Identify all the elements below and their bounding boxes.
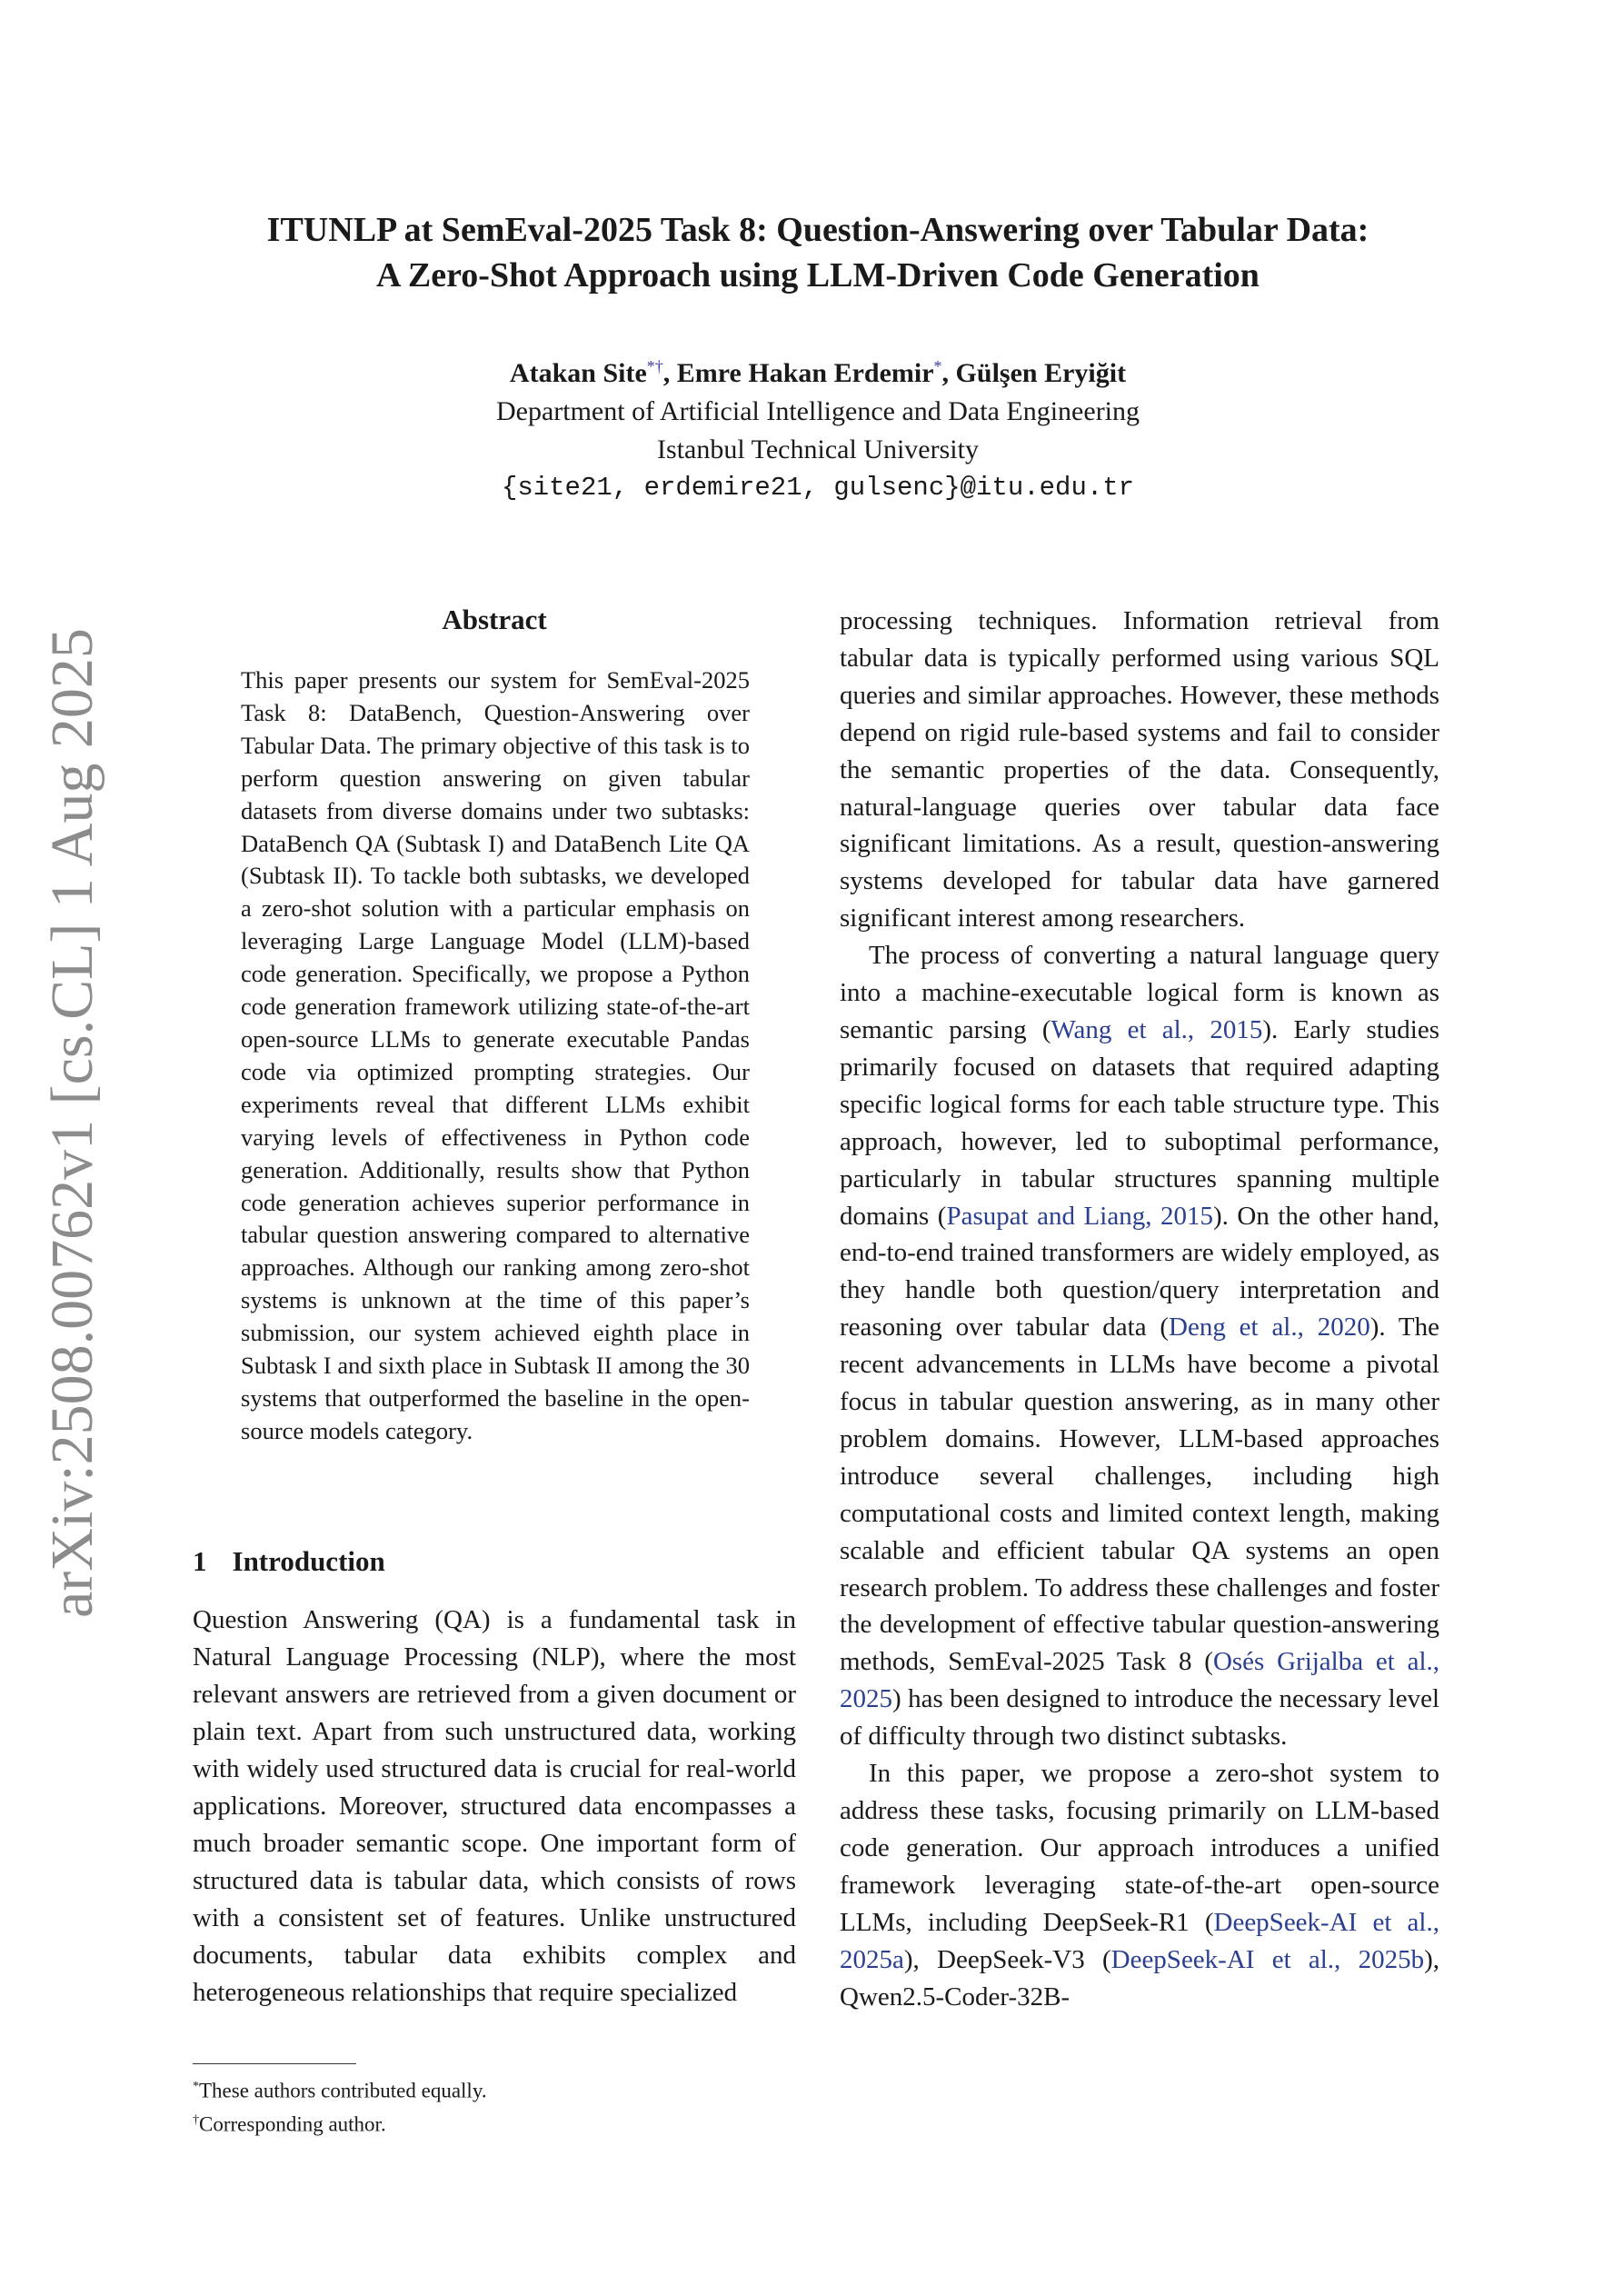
paragraph-1: processing techniques. Information retrieval from tabular data is typically performed using various SQL queries and similar approaches. However, these methods depend on rigid rule-based systems and fail to consider the semantic properties of the data. Consequently, natural-language queries over tabular data face significant limitations. As a result, question-answering systems developed for tabular data have garnered significant interest among researchers.	[840, 606, 1439, 933]
p2-text-b: ). Early studies primarily focused on datasets that required adapting specific logical forms for each table structure type. This approach, however, led to suboptimal performance, particularly in tabular structures spanning multiple domains (	[840, 1014, 1440, 1231]
footnote-1-mark: *	[193, 2080, 199, 2093]
author-3: , Gülşen Eryiğit	[941, 358, 1127, 388]
footnote-2-mark: †	[193, 2112, 199, 2127]
section-title: Introduction	[232, 1545, 385, 1577]
p2-text-c: ). On the other hand, end-to-end trained transformers are widely employed, as they handle both question/query interpretation and reasoning over tabular data (	[840, 1201, 1439, 1343]
introduction-heading	[193, 1545, 411, 1578]
right-column	[840, 603, 1439, 2015]
footnote-2	[193, 2106, 796, 2140]
university: Istanbul Technical University	[657, 434, 979, 464]
department: Department of Artificial Intelligence and Data Engineering	[495, 396, 1140, 426]
arxiv-side-stamp: arXiv:2508.00762v1 [cs.CL] 1 Aug 2025	[39, 628, 105, 1618]
footnote-1-text: These authors contributed equally.	[199, 2079, 487, 2102]
author-2-marks: *	[933, 357, 942, 375]
p2-text-e: ) has been designed to introduce the necessary level of difficulty through two distinct subtasks.	[840, 1684, 1439, 1752]
footnotes	[193, 2072, 796, 2139]
citation-link[interactable]: Wang et al., 2015	[1050, 1014, 1263, 1044]
paragraph-3	[840, 1755, 1439, 2015]
author-names	[182, 347, 1454, 393]
p2-text-d: ). The recent advancements in LLMs have become a pivotal focus in tabular question answering, as in many other problem domains. However, LLM-based approaches introduce several challenges, including high computational costs and limited context length, making scalable and efficient tabular QA systems an open research problem. To address these challenges and foster the development of effective tabular question-answering methods, SemEval-2025 Task 8 (	[840, 1313, 1439, 1677]
title-line-2: A Zero-Shot Approach using LLM-Driven Code Generation	[376, 256, 1260, 294]
paragraph-2	[840, 937, 1439, 1755]
introduction-left-text: Question Answering (QA) is a fundamental task in Natural Language Processing (NLP), where the most relevant answers are retrieved from a given document or plain text. Apart from such unstructured data, working with widely used structured data is crucial for real-world applications. Moreover, structured data encompasses a much broader semantic scope. One important form of structured data is tabular data, which consists of rows with a consistent set of features. Unlike unstructured documents, tabular data exhibits complex and heterogeneous relationships that require specialized	[193, 1605, 796, 2007]
citation-link[interactable]: DeepSeek-AI et al., 2025b	[1110, 1944, 1425, 1974]
section-number: 1	[193, 1545, 207, 1577]
footnote-2-text: Corresponding author.	[199, 2112, 386, 2136]
author-1: Atakan Site	[509, 358, 647, 388]
abstract-heading: Abstract	[442, 604, 547, 635]
author-emails: {site21, erdemire21, gulsenc}@itu.edu.tr	[501, 473, 1135, 503]
title-line-1: ITUNLP at SemEval-2025 Task 8: Question-Answering over Tabular Data:	[266, 211, 1369, 249]
citation-link[interactable]: DeepSeek-AI et al., 2025a	[840, 1907, 1439, 1974]
citation-link[interactable]: Pasupat and Liang, 2015	[946, 1201, 1213, 1231]
author-1-marks: *†	[646, 357, 663, 375]
author-block	[182, 347, 1454, 507]
p3-text-b: ), DeepSeek-V3 (	[903, 1944, 1111, 1974]
footnote-rule	[193, 2063, 356, 2064]
citation-link[interactable]: Osés Grijalba et al., 2025	[840, 1647, 1439, 1714]
paper-title	[182, 207, 1454, 298]
abstract-text: This paper presents our system for SemEval-2025 Task 8: DataBench, Question-Answering over Tabular Data. The primary objective of this task is to perform question answering on given tabular datasets from diverse domains under two subtasks: DataBench QA (Subtask I) and DataBench Lite QA (Subtask II). To tackle both subtasks, we developed a zero-shot solution with a particular emphasis on leveraging Large Language Model (LLM)-based code generation. Specifically, we propose a Python code generation framework utilizing state-of-the-art open-source LLMs to generate executable Pandas code via optimized prompting strategies. Our experiments reveal that different LLMs exhibit varying levels of effectiveness in Python code generation. Additionally, results show that Python code generation achieves superior performance in tabular question answering compared to alternative approaches. Although our ranking among zero-shot systems is unknown at the time of this paper’s submission, our system achieved eighth place in Subtask I and sixth place in Subtask II among the 30 systems that outperformed the baseline in the open-source models category.	[241, 666, 750, 1444]
citation-link[interactable]: Deng et al., 2020	[1169, 1313, 1370, 1343]
p2-text-a: The process of converting a natural language query into a machine-executable logical form is known as semantic parsing (	[840, 941, 1439, 1044]
footnote-1	[193, 2072, 796, 2106]
author-2: , Emre Hakan Erdemir	[662, 358, 934, 388]
p3-text-c: ), Qwen2.5-Coder-32B-	[840, 1944, 1439, 2011]
p3-text-a: In this paper, we propose a zero-shot system to address these tasks, focusing primarily on LLM-based code generation. Our approach introduces a unified framework leveraging state-of-the-art open-source LLMs, including DeepSeek-R1 (	[840, 1759, 1439, 1937]
